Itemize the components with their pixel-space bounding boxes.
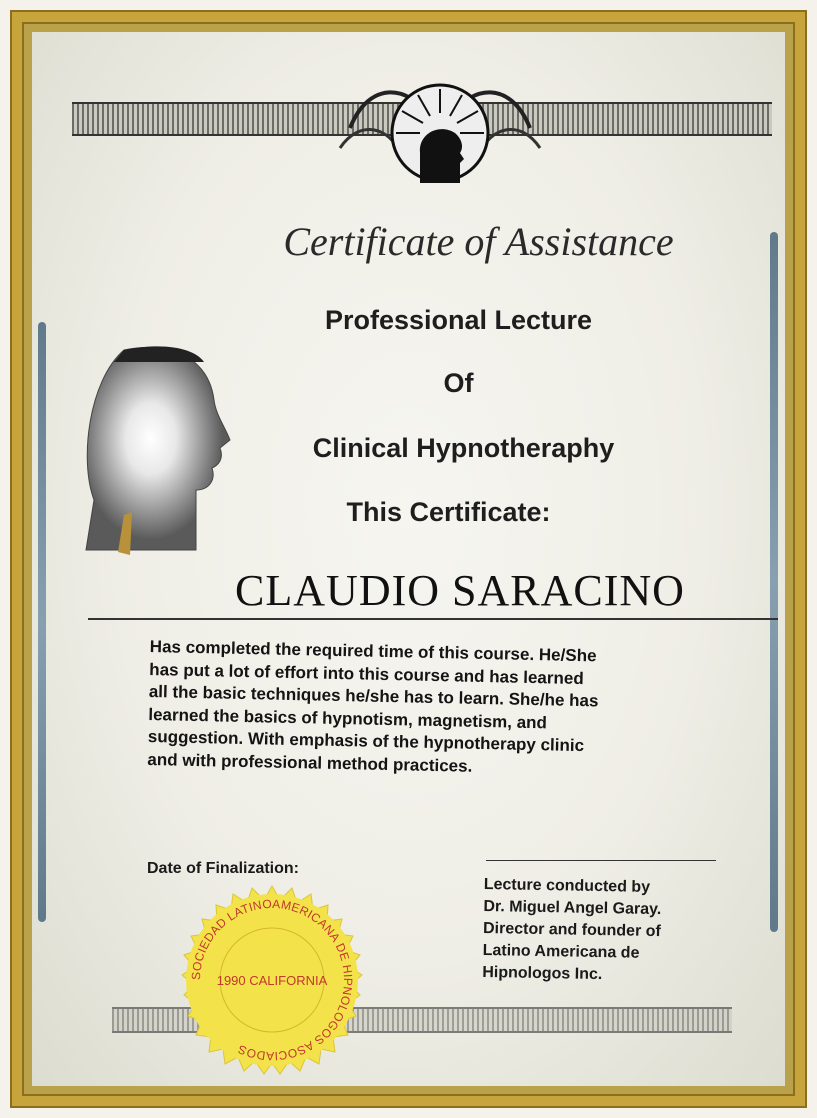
lecturer-line: Dr. Miguel Angel Garay. (483, 897, 662, 919)
sunburst-head-emblem-icon (330, 58, 550, 188)
heading-professional-lecture: Professional Lecture (324, 305, 593, 335)
lecturer-line: Lecture conducted by (483, 875, 651, 896)
left-vine (38, 322, 46, 922)
lecturer-info (482, 874, 744, 989)
statement-line: has put a lot of effort into this course and has learned (149, 659, 584, 688)
heading-of: Of (443, 368, 474, 398)
statement-line: and with professional method practices. (147, 749, 473, 776)
date-of-finalization-label: Date of Finalization: (147, 860, 299, 877)
seal-ring-text: SOCIEDAD LATINOAMERICANA DE HIPNOLOGOS ASOCIADOS (188, 896, 356, 1064)
seal-stamp (176, 884, 368, 1076)
statement-line: suggestion. With emphasis of the hypnotherapy clinic (147, 726, 585, 756)
name-underline (88, 618, 778, 620)
completion-statement (147, 636, 740, 783)
certificate-title: Certificate of Assistance (283, 219, 674, 264)
lecturer-line: Latino Americana de (482, 941, 640, 962)
lecturer-line: Director and founder of (482, 919, 661, 941)
seal-center-text: 1990 CALIFORNIA (216, 973, 328, 988)
signature-line (486, 860, 716, 861)
right-vine (770, 232, 778, 932)
lecturer-line: Hipnologos Inc. (482, 963, 603, 984)
heading-this-certificate: This Certificate: (346, 497, 551, 527)
statement-line: learned the basics of hypnotism, magnetism, and (148, 704, 548, 732)
statement-line: Has completed the required time of this course. He/She (149, 636, 597, 666)
statement-line: all the basic techniques he/she has to learn. She/he has (148, 681, 599, 711)
recipient-name: CLAUDIO SARACINO (235, 566, 685, 615)
heading-clinical-hypnotheraphy: Clinical Hypnotheraphy (312, 433, 615, 463)
